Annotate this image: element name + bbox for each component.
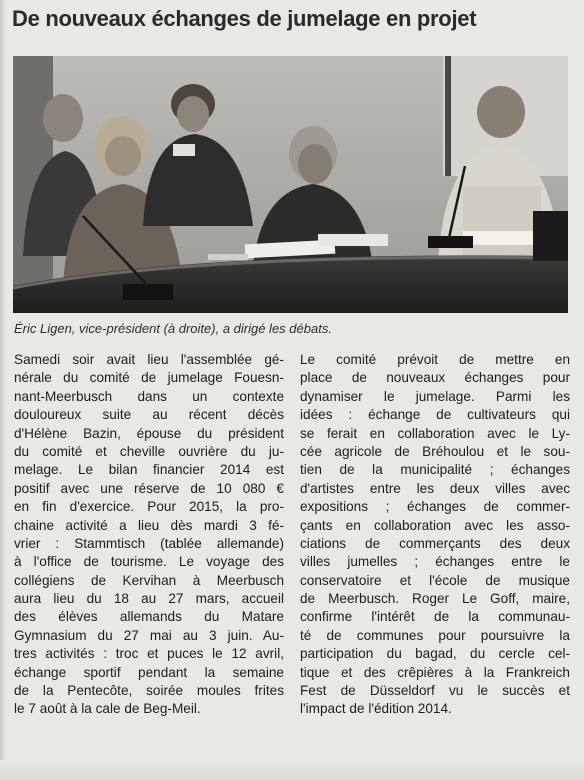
- text-line: dynamiser le jumelage. Parmi les: [300, 388, 570, 404]
- text-line: en fin d'exercice. Pour 2015, la pro-: [14, 499, 284, 515]
- text-line: l'impact de l'édition 2014.: [300, 701, 452, 717]
- text-line: positif avec une réserve de 10 080 €: [14, 480, 284, 496]
- text-line: du comité et cheville ouvrière du ju-: [14, 443, 284, 459]
- text-line: tien de la municipalité ; échanges: [300, 462, 570, 478]
- text-line: nant-Meerbusch dans un contexte: [14, 388, 284, 404]
- text-line: collégiens de Kervihan à Meerbusch: [14, 572, 284, 588]
- text-line: tres activités : troc et puces le 12 avril,: [14, 646, 284, 662]
- text-line: cée agricole de Bréhoulou et le sou-: [300, 443, 570, 459]
- text-line: tique et des crêpières à la Frankreich: [300, 664, 570, 680]
- text-line: à l'office de tourisme. Le voyage des: [14, 554, 284, 570]
- text-line: Samedi soir avait lieu l'assemblée gé-: [14, 352, 284, 367]
- text-line: chaine activité a lieu dès mardi 3 fé-: [14, 517, 284, 533]
- text-line: melage. Le bilan financier 2014 est: [14, 462, 284, 478]
- text-line: des élèves allemands du Matare: [14, 609, 284, 625]
- text-line: té de communes pour poursuivre la: [300, 627, 570, 643]
- page-edge-shadow: [0, 0, 6, 780]
- text-line: nérale du comité de jumelage Fouesn-: [14, 370, 284, 386]
- text-line: douloureux suite au récent décès: [14, 407, 284, 423]
- text-line: conservatoire et l'école de musique: [300, 572, 570, 588]
- text-line: Gymnasium du 27 mai au 3 juin. Au-: [14, 627, 284, 643]
- text-line: échange sportif pendant la semaine: [14, 664, 284, 680]
- article-column-right: [300, 351, 570, 719]
- text-line: Fest de Düsseldorf vu le succès et: [300, 683, 570, 699]
- text-line: ciations de commerçants des deux: [300, 535, 570, 551]
- text-line: d'Hélène Bazin, épouse du président: [14, 425, 284, 441]
- photo-caption: Éric Ligen, vice-président (à droite), a dirigé les débats.: [14, 321, 332, 336]
- text-line: villes jumelles ; échanges entre le: [300, 554, 570, 570]
- text-line: se ferait en collaboration avec le Ly-: [300, 425, 570, 441]
- article-column-left: [14, 351, 284, 719]
- text-line: çants en collaboration avec les asso-: [300, 517, 570, 533]
- text-line: d'artistes entre les deux villes avec: [300, 480, 570, 496]
- text-line: le 7 août à la cale de Beg-Meil.: [14, 701, 201, 717]
- text-line: de la Pentecôte, soirée moules frites: [14, 683, 284, 699]
- text-line: place de nouveaux échanges pour: [300, 370, 570, 386]
- text-line: vrier : Stammtisch (tablée allemande): [14, 535, 284, 551]
- article-headline: De nouveaux échanges de jumelage en projet: [12, 6, 477, 31]
- article-photo: [13, 56, 568, 313]
- text-line: idées : échange de cultivateurs qui: [300, 407, 570, 423]
- page-bottom-edge: [0, 760, 584, 780]
- text-line: confirme l'intérêt de la communau-: [300, 609, 570, 625]
- text-line: expositions ; échanges de commer-: [300, 499, 570, 515]
- text-line: participation du bagad, du cercle cel-: [300, 646, 570, 662]
- text-line: de Meerbusch. Roger Le Goff, maire,: [300, 591, 570, 607]
- text-line: aura lieu du 18 au 27 mars, accueil: [14, 591, 284, 607]
- text-line: Le comité prévoit de mettre en: [300, 352, 570, 367]
